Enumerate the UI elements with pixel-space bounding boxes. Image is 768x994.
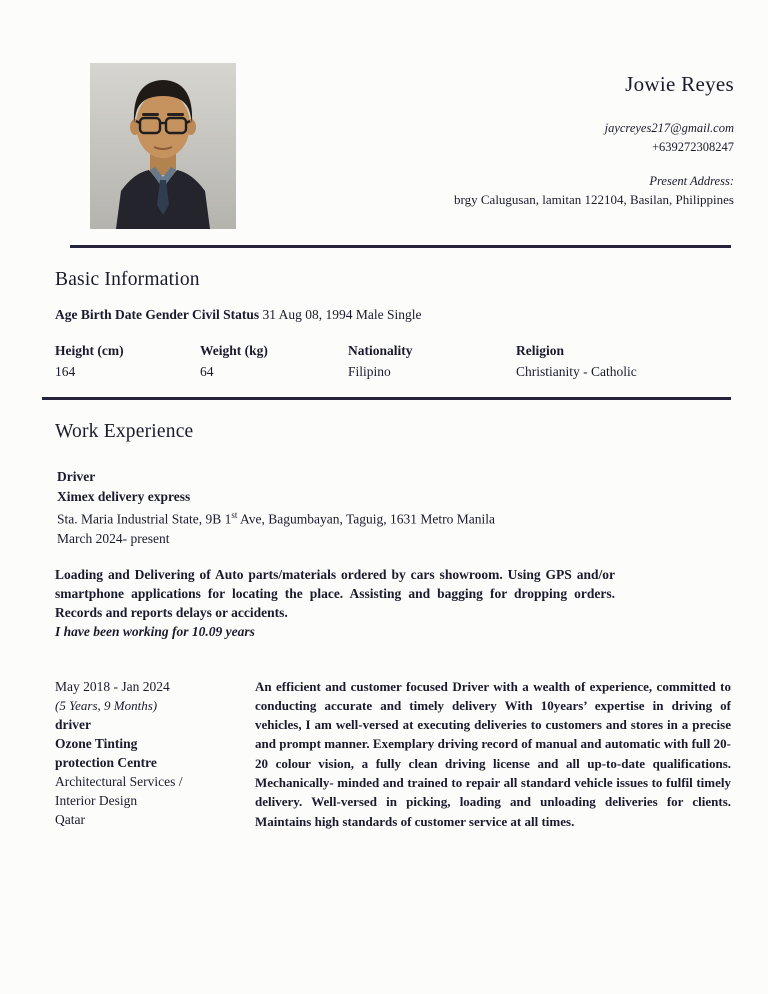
resume-header [0,0,768,245]
divider-middle [42,397,731,400]
job1-address-sup: st [231,510,238,520]
job1-address-part2: Ave, Bagumbayan, Taguig, 1631 Metro Manila [237,511,496,527]
profile-photo-graphic [90,63,236,229]
job1-note: I have been working for 10.09 years [55,623,255,639]
job1-address [57,506,731,529]
work-experience-section [0,421,768,831]
work-experience-title: Work Experience [55,421,194,442]
basic-info-combined-value: 31 Aug 08, 1994 Male Single [262,307,422,322]
field-value-religion: Christianity - Catholic [516,364,637,379]
email-text: jaycreyes217@gmail.com [604,121,734,135]
basic-info-fields [55,343,731,380]
phone-text: +639272308247 [651,140,734,154]
job2-country: Qatar [55,811,85,827]
job1-position: Driver [57,469,96,484]
field-value-weight: 64 [200,364,214,379]
divider-top [70,245,731,248]
present-address-label: Present Address: [649,174,734,188]
field-label-nationality: Nationality [348,343,413,358]
basic-information-title: Basic Information [55,269,200,290]
field-label-weight: Weight (kg) [200,343,268,358]
job2-position: driver [55,716,91,732]
job2-duration: (5 Years, 9 Months) [55,697,158,713]
job2-industry: Architectural Services / Interior Design [55,773,183,808]
job1-company: Ximex delivery express [57,488,191,504]
present-address-value: brgy Calugusan, lamitan 122104, Basilan, Philippines [454,192,734,207]
field-label-religion: Religion [516,343,565,358]
field-value-height: 164 [55,364,76,379]
job2-company: Ozone Tinting protection Centre [55,735,157,770]
job-entry-current [57,467,731,549]
basic-info-combined-line [55,307,731,323]
job-entry-previous [55,677,731,831]
job2-meta-column [55,677,190,831]
field-label-height: Height (cm) [55,343,124,358]
job1-address-part1: Sta. Maria Industrial State, 9B 1 [57,511,232,527]
candidate-name: Jowie Reyes [625,72,734,96]
job2-period: May 2018 - Jan 2024 [55,678,170,694]
field-value-nationality: Filipino [348,364,391,379]
contact-lines [454,119,734,157]
job2-description: An efficient and customer focused Driver with a wealth of experience, committed to conducting accurate and timely delivery With 10years’ expertise in driving of vehicles, I am well-versed at executing deliveries to customers and stores in a precise and prompt manner. Exemplary driving record of manual and automatic with full 20-20 colour vision, a fully clean driving license and all up-to-date qualifications. Mechanically- minded and trained to repair all standard vehicle issues to fulfil timely delivery. Well-versed in picking, loading and unloading deliveries for clients. Maintains high standards of customer service at all times. [255,678,731,829]
job1-period: March 2024- present [57,531,170,546]
profile-photo [90,63,236,229]
basic-info-combined-label: Age Birth Date Gender Civil Status [55,307,260,322]
header-contact-block [454,72,734,208]
job1-description: Loading and Delivering of Auto parts/materials ordered by cars showroom. Using GPS and/or smartphone applications for locating the place. Assisting and bagging for dropping orders. Records and reports delays or accidents. [55,566,615,620]
basic-information-section [0,269,768,380]
